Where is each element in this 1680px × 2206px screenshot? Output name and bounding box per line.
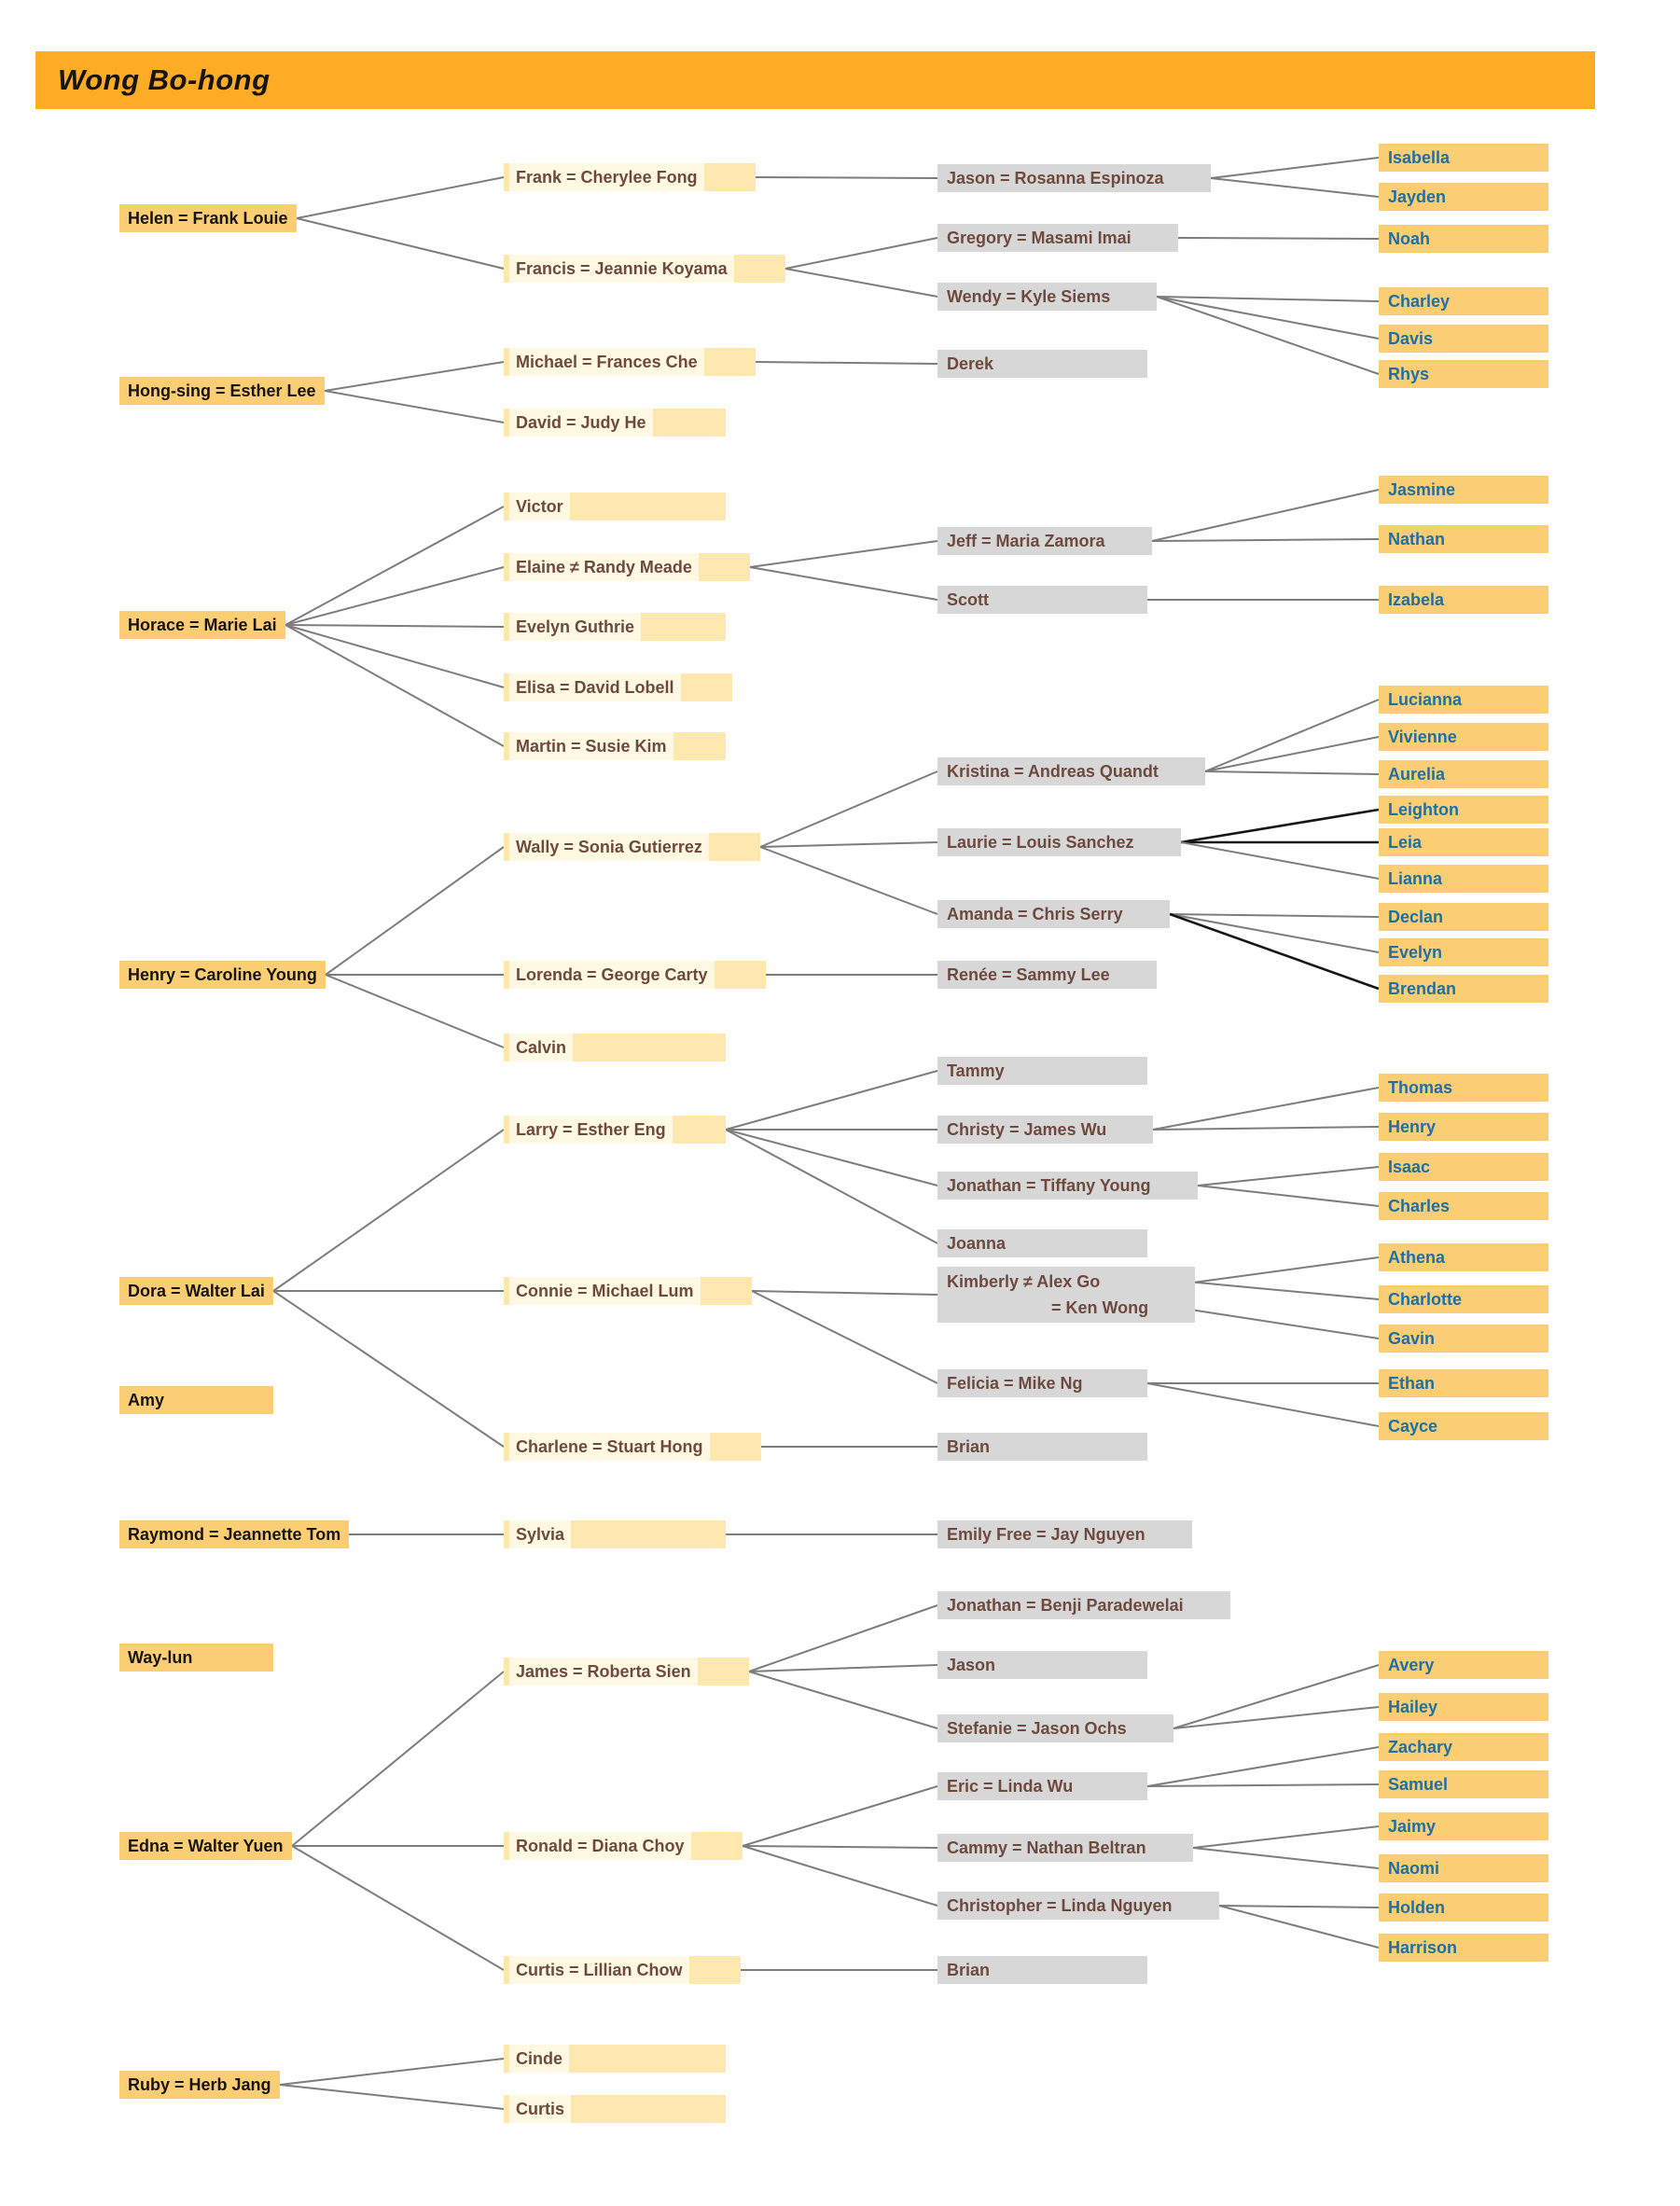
connection-line [1147,1383,1379,1426]
person-label: Larry = Esther Eng [509,1116,673,1144]
person-box-rhys[interactable]: Rhys [1379,360,1548,388]
connection-line [280,2085,504,2109]
connection-line [1173,1665,1379,1728]
person-box-edna[interactable]: Edna = Walter Yuen [119,1832,292,1860]
person-box-wally[interactable] [504,833,760,861]
person-box-hongsing[interactable]: Hong-sing = Esther Lee [119,377,325,405]
connection-line [325,362,504,391]
person-label: Connie = Michael Lum [509,1277,701,1305]
connection-line [326,847,504,975]
connection-line [756,362,937,364]
person-box-renee[interactable]: Renée = Sammy Lee [937,961,1157,989]
connection-line [1170,914,1379,917]
person-box-jason2[interactable]: Jason [937,1651,1147,1679]
person-box-evelyng[interactable] [504,613,726,641]
person-label: Wally = Sonia Gutierrez [509,833,709,861]
person-box-aurelia[interactable]: Aurelia [1379,760,1548,788]
connection-line [785,269,937,297]
connection-line [1152,490,1379,541]
person-box-elaine[interactable] [504,553,750,581]
person-label: Ronald = Diana Choy [509,1832,691,1860]
person-box-lucianna[interactable]: Lucianna [1379,686,1548,714]
connection-line [1170,914,1379,989]
connection-line [1205,771,1379,774]
person-label: Elaine ≠ Randy Meade [509,553,699,581]
connection-line [273,1291,504,1447]
person-label: Elisa = David Lobell [509,673,681,701]
person-box-waylun[interactable]: Way-lun [119,1644,273,1672]
connection-line [1193,1848,1379,1868]
person-box-amy[interactable]: Amy [119,1386,273,1414]
person-label: Cinde [509,2045,569,2073]
person-box-samuel[interactable]: Samuel [1379,1770,1548,1798]
person-box-leia[interactable]: Leia [1379,828,1548,856]
person-box-leighton[interactable]: Leighton [1379,796,1548,824]
person-box-calvin[interactable] [504,1034,726,1061]
person-box-ruby[interactable]: Ruby = Herb Jang [119,2071,280,2099]
person-box-jaimy[interactable]: Jaimy [1379,1812,1548,1840]
person-box-gregory[interactable]: Gregory = Masami Imai [937,224,1178,252]
connection-line [1170,914,1379,952]
person-box-cinde[interactable] [504,2045,726,2073]
connection-line [760,842,937,847]
connection-line [756,177,937,178]
person-box-vivienne[interactable]: Vivienne [1379,723,1548,751]
person-box-curtisl[interactable] [504,1956,741,1984]
person-label-line2: = Ken Wong [1051,1298,1149,1317]
connection-line [297,218,504,269]
person-box-athena[interactable]: Athena [1379,1243,1548,1271]
connection-line [1205,737,1379,771]
person-box-henry1[interactable]: Henry = Caroline Young [119,961,326,989]
connection-line [1195,1283,1379,1299]
title-bar [35,51,1595,109]
person-label: Charlene = Stuart Hong [509,1433,710,1461]
person-box-jeff[interactable]: Jeff = Maria Zamora [937,527,1152,555]
person-box-joanna[interactable]: Joanna [937,1229,1147,1257]
connection-line [1181,810,1379,842]
connection-line [297,177,504,218]
person-box-david[interactable] [504,409,726,437]
person-box-kristina[interactable]: Kristina = Andreas Quandt [937,757,1205,785]
connection-line [285,625,504,627]
connection-line [285,625,504,687]
person-box-charles[interactable]: Charles [1379,1192,1548,1220]
person-box-jonathanb[interactable]: Jonathan = Benji Paradewelai [937,1591,1230,1619]
person-box-frank[interactable] [504,163,756,191]
person-box-lorenda[interactable] [504,961,766,989]
connection-line [1153,1088,1379,1130]
connection-line [760,847,937,914]
connection-line [285,625,504,746]
connection-line [760,771,937,847]
connection-line [1219,1906,1379,1908]
person-box-izabela[interactable]: Izabela [1379,586,1548,614]
person-box-christy[interactable]: Christy = James Wu [937,1116,1153,1144]
person-box-curtis2[interactable] [504,2095,726,2123]
person-box-elisa[interactable] [504,673,732,701]
connection-line [292,1672,504,1846]
person-label: Sylvia [509,1520,571,1548]
person-box-raymond[interactable]: Raymond = Jeannette Tom [119,1520,349,1548]
person-box-declan[interactable]: Declan [1379,903,1548,931]
person-box-cammy[interactable]: Cammy = Nathan Beltran [937,1834,1193,1862]
person-label: Curtis [509,2095,571,2123]
person-box-jayden[interactable]: Jayden [1379,183,1548,211]
connection-line [749,1605,937,1672]
connection-line [1193,1826,1379,1848]
connection-line [743,1846,937,1906]
person-box-isabella[interactable]: Isabella [1379,144,1548,172]
connection-line [749,1672,937,1728]
person-box-davis[interactable]: Davis [1379,325,1548,353]
person-box-tammy[interactable]: Tammy [937,1057,1147,1085]
person-box-derek[interactable]: Derek [937,350,1147,378]
person-box-stefanie[interactable]: Stefanie = Jason Ochs [937,1714,1173,1742]
person-box-horace[interactable]: Horace = Marie Lai [119,611,285,639]
person-label: Curtis = Lillian Chow [509,1956,689,1984]
connection-line [1152,539,1379,541]
connection-line [1147,1784,1379,1786]
person-box-dora[interactable]: Dora = Walter Lai [119,1277,273,1305]
person-box-nathan[interactable]: Nathan [1379,525,1548,553]
person-box-ronald[interactable] [504,1832,743,1860]
connection-line [1198,1186,1379,1206]
connection-line [285,567,504,625]
connection-line [750,567,937,600]
person-box-scott[interactable]: Scott [937,586,1147,614]
person-box-laurie[interactable]: Laurie = Louis Sanchez [937,828,1181,856]
connection-line [726,1071,937,1130]
person-box-christopher[interactable]: Christopher = Linda Nguyen [937,1892,1219,1920]
connection-line [1157,297,1379,339]
person-box-harrison[interactable]: Harrison [1379,1934,1548,1962]
person-box-lianna[interactable]: Lianna [1379,865,1548,893]
person-label: Francis = Jeannie Koyama [509,255,734,283]
connection-line [752,1291,937,1295]
person-label: Martin = Susie Kim [509,732,673,760]
person-label: Frank = Cherylee Fong [509,163,704,191]
person-box-martin[interactable] [504,732,726,760]
connection-line [1219,1906,1379,1948]
person-box-henry4[interactable]: Henry [1379,1113,1548,1141]
connection-line [1195,1257,1379,1283]
connection-line [1157,297,1379,374]
person-label: Victor [509,493,570,520]
connection-line [285,506,504,625]
person-box-felicia[interactable]: Felicia = Mike Ng [937,1369,1147,1397]
person-box-kimberly[interactable] [937,1267,1195,1323]
person-box-brian1[interactable]: Brian [937,1433,1147,1461]
connection-line [743,1846,937,1848]
person-box-charlotte[interactable]: Charlotte [1379,1285,1548,1313]
person-box-hailey[interactable]: Hailey [1379,1693,1548,1721]
person-box-holden[interactable]: Holden [1379,1894,1548,1922]
person-box-connie[interactable] [504,1277,752,1305]
person-label: Calvin [509,1034,573,1061]
connection-line [1178,238,1379,239]
person-box-eric[interactable]: Eric = Linda Wu [937,1772,1147,1800]
person-label: Kimberly ≠ Alex Go [947,1272,1101,1291]
connection-line [1211,178,1379,197]
connection-line [1205,700,1379,771]
connection-line [752,1291,937,1383]
person-box-noah[interactable]: Noah [1379,225,1548,253]
connection-line [749,1665,937,1672]
person-box-charlene[interactable] [504,1433,761,1461]
person-box-francis[interactable] [504,255,785,283]
person-box-wendy[interactable]: Wendy = Kyle Siems [937,283,1157,311]
person-box-brian2[interactable]: Brian [937,1956,1147,1984]
person-label: James = Roberta Sien [509,1658,698,1686]
person-box-zachary[interactable]: Zachary [1379,1733,1548,1761]
person-label: David = Judy He [509,409,653,437]
connection-line [1181,842,1379,879]
person-box-brendan[interactable]: Brendan [1379,975,1548,1003]
person-box-naomi[interactable]: Naomi [1379,1854,1548,1882]
connection-line [273,1130,504,1291]
connection-line [280,2059,504,2085]
connection-line [726,1130,937,1186]
connection-line [1195,1311,1379,1339]
person-box-victor[interactable] [504,493,726,520]
person-box-charley[interactable]: Charley [1379,287,1548,315]
person-box-jasonr[interactable]: Jason = Rosanna Espinoza [937,164,1211,192]
person-box-gavin[interactable]: Gavin [1379,1325,1548,1353]
connection-line [1211,158,1379,178]
connection-line [325,391,504,423]
connection-line [750,541,937,567]
person-box-cayce[interactable]: Cayce [1379,1412,1548,1440]
connection-line [1153,1127,1379,1130]
connection-line [1147,1747,1379,1786]
person-box-michael[interactable] [504,348,756,376]
connection-line [1157,297,1379,301]
connection-line [785,238,937,269]
connection-line [726,1130,937,1243]
connection-line [292,1846,504,1970]
connection-line [326,975,504,1048]
person-box-helen[interactable]: Helen = Frank Louie [119,204,297,232]
person-label: Michael = Frances Che [509,348,704,376]
person-box-evelyn4[interactable]: Evelyn [1379,938,1548,966]
person-box-jonathant[interactable]: Jonathan = Tiffany Young [937,1172,1198,1200]
person-box-ethan[interactable]: Ethan [1379,1369,1548,1397]
person-box-amanda[interactable]: Amanda = Chris Serry [937,900,1170,928]
person-box-sylvia[interactable] [504,1520,726,1548]
person-box-emily[interactable]: Emily Free = Jay Nguyen [937,1520,1192,1548]
person-box-isaac[interactable]: Isaac [1379,1153,1548,1181]
connection-line [1198,1167,1379,1186]
person-box-larry[interactable] [504,1116,726,1144]
person-label: Lorenda = George Carty [509,961,715,989]
person-box-jasmine[interactable]: Jasmine [1379,476,1548,504]
page-title: Wong Bo-hong [58,63,271,96]
person-box-thomas[interactable]: Thomas [1379,1074,1548,1102]
connection-line [743,1786,937,1846]
person-box-james[interactable] [504,1658,749,1686]
connection-line [1173,1707,1379,1728]
person-box-avery[interactable]: Avery [1379,1651,1548,1679]
person-label: Evelyn Guthrie [509,613,641,641]
